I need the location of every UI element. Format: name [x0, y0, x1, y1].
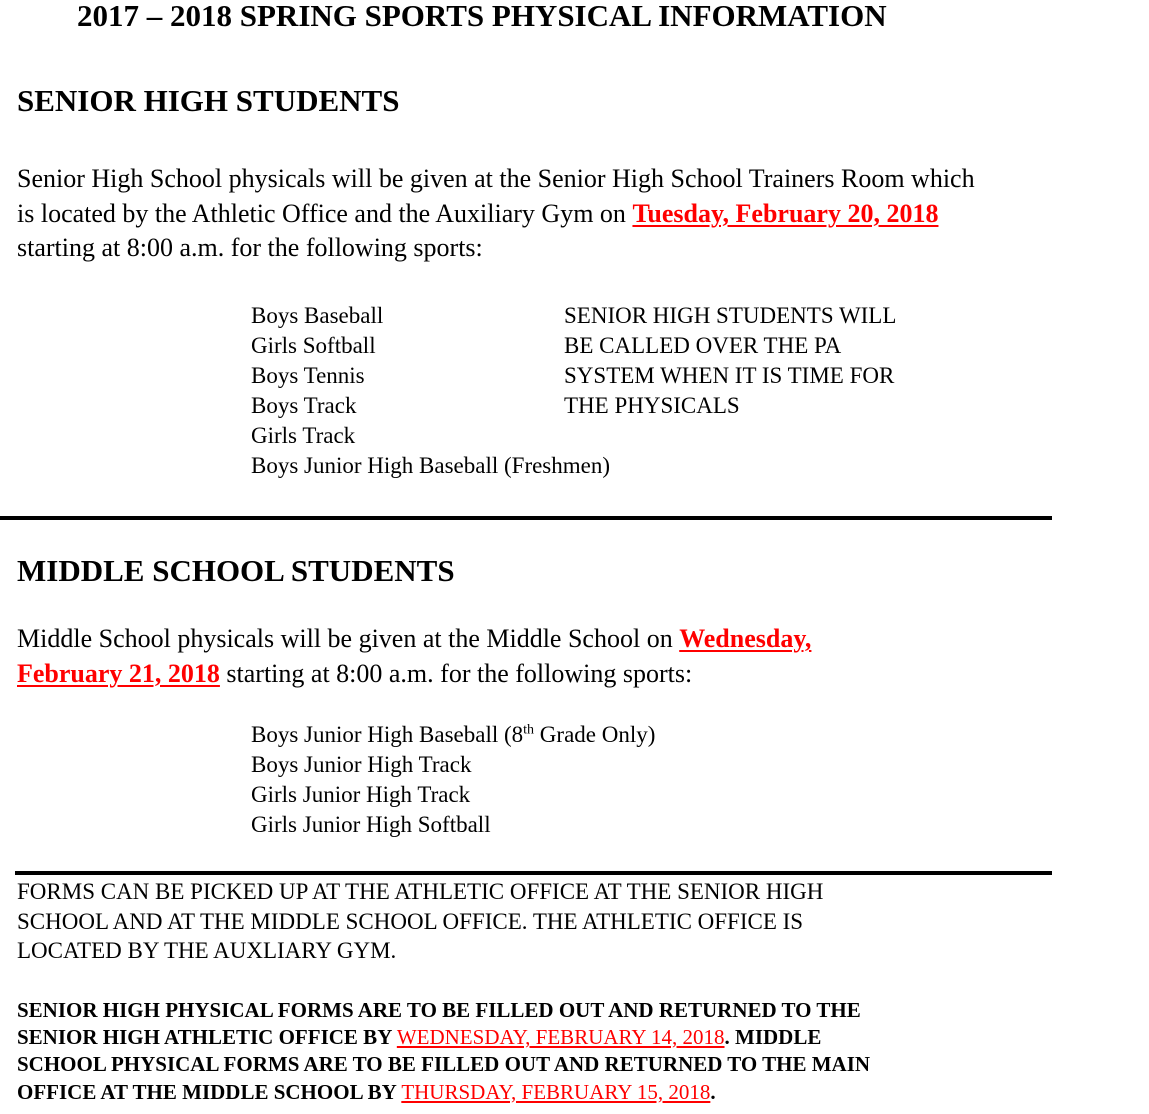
senior-pa-notice — [564, 301, 896, 421]
notice-line: THE PHYSICALS — [564, 393, 740, 418]
list-item: Girls Softball — [251, 333, 376, 358]
list-item: Girls Junior High Softball — [251, 812, 491, 837]
senior-physical-date: Tuesday, February 20, 2018 — [632, 198, 939, 228]
middle-sports-list — [251, 720, 655, 840]
sport-text: Boys Junior High Baseball (8 — [251, 722, 524, 747]
senior-forms-deadline: WEDNESDAY, FEBRUARY 14, 2018 — [396, 1025, 725, 1050]
notice-line: SENIOR HIGH STUDENTS WILL — [564, 303, 897, 328]
returns-line-4-text: OFFICE AT THE MIDDLE SCHOOL BY — [17, 1079, 402, 1104]
list-item: Boys Junior High Track — [251, 752, 472, 777]
returns-line-2-end: . MIDDLE — [724, 1025, 822, 1050]
list-item: Boys Baseball — [251, 303, 384, 328]
returns-line-4 — [17, 1079, 870, 1106]
middle-line-1 — [17, 622, 811, 657]
list-item: Girls Track — [251, 423, 356, 448]
senior-high-heading: SENIOR HIGH STUDENTS — [17, 83, 400, 118]
list-item — [251, 720, 655, 750]
returns-line-2-text: SENIOR HIGH ATHLETIC OFFICE BY — [17, 1025, 397, 1050]
senior-line-2-text: is located by the Athletic Office and the Auxiliary Gym on — [17, 198, 633, 228]
senior-line-3: starting at 8:00 a.m. for the following sports: — [17, 233, 483, 262]
page-title: 2017 – 2018 SPRING SPORTS PHYSICAL INFORMATION — [77, 0, 887, 33]
forms-return-deadlines — [17, 997, 870, 1106]
list-item: Boys Track — [251, 393, 357, 418]
list-item: Boys Tennis — [251, 363, 365, 388]
senior-sports-list — [251, 301, 610, 481]
middle-school-heading: MIDDLE SCHOOL STUDENTS — [17, 553, 455, 588]
middle-school-paragraph — [17, 622, 811, 691]
middle-line-1-text: Middle School physicals will be given at the Middle School on — [17, 624, 680, 653]
returns-line-4-end: . — [710, 1079, 716, 1104]
forms-pickup-notice — [17, 877, 823, 966]
list-item: Girls Junior High Track — [251, 782, 471, 807]
middle-physical-date-part-1: Wednesday, — [679, 624, 812, 653]
middle-line-2-text: starting at 8:00 a.m. for the following sports: — [219, 658, 693, 688]
returns-line-2 — [17, 1024, 870, 1051]
middle-physical-date-part-2: February 21, 2018 — [17, 658, 220, 688]
middle-forms-deadline: THURSDAY, FEBRUARY 15, 2018 — [401, 1079, 711, 1104]
senior-line-1: Senior High School physicals will be given at the Senior High School Trainers Room which — [17, 164, 975, 193]
senior-high-paragraph — [17, 162, 975, 266]
returns-line-3: SCHOOL PHYSICAL FORMS ARE TO BE FILLED OUT AND RETURNED TO THE MAIN — [17, 1052, 871, 1077]
middle-line-2 — [17, 657, 811, 692]
forms-line: SCHOOL AND AT THE MIDDLE SCHOOL OFFICE. THE ATHLETIC OFFICE IS — [17, 908, 804, 934]
notice-line: BE CALLED OVER THE PA — [564, 333, 842, 358]
ordinal-suffix: th — [523, 722, 535, 738]
section-divider — [15, 871, 1052, 875]
forms-line: LOCATED BY THE AUXLIARY GYM. — [17, 938, 397, 963]
senior-line-2 — [17, 197, 975, 232]
sport-text-end: Grade Only) — [534, 722, 656, 747]
forms-line: FORMS CAN BE PICKED UP AT THE ATHLETIC OFFICE AT THE SENIOR HIGH — [17, 879, 824, 904]
notice-line: SYSTEM WHEN IT IS TIME FOR — [564, 363, 895, 388]
list-item: Boys Junior High Baseball (Freshmen) — [251, 453, 611, 478]
section-divider — [0, 516, 1052, 520]
returns-line-1: SENIOR HIGH PHYSICAL FORMS ARE TO BE FILLED OUT AND RETURNED TO THE — [17, 998, 861, 1022]
